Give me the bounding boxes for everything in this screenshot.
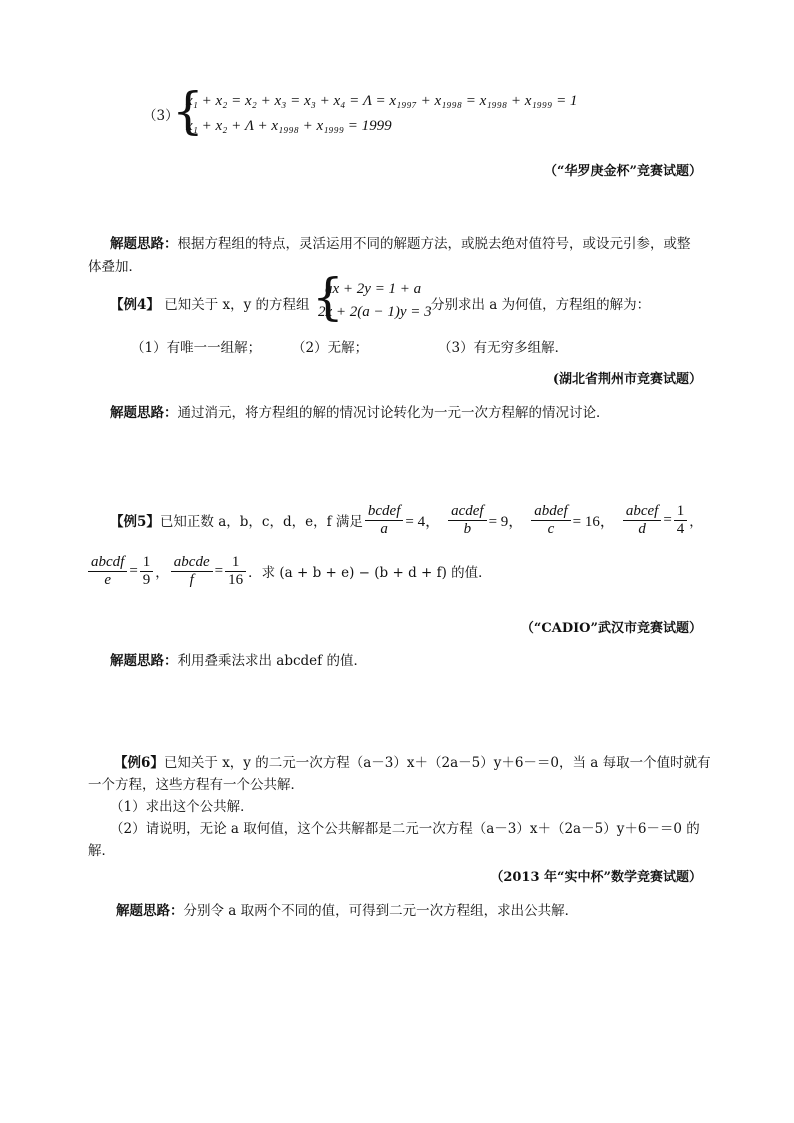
ex5-hint bbox=[110, 649, 367, 669]
hint3-label: 解题思路： bbox=[110, 236, 178, 252]
ex5-frac2: $\frac{\text{acdef}}{b}$ bbox=[448, 503, 486, 538]
ex6-source: （2013 年“实中杯”数学竞赛试题） bbox=[490, 870, 702, 885]
ex5-val6: $\frac{1}{16}$ bbox=[225, 554, 246, 589]
ex4-post: 分别求出 a 为何值，方程组的解为： bbox=[431, 297, 651, 313]
ex6-hint-label: 解题思路： bbox=[116, 903, 184, 919]
ex5-pre: 已知正数 a，b，c，d，e，f 满足 bbox=[159, 514, 363, 530]
ex4-brace: { bbox=[312, 268, 344, 326]
ex6-line1 bbox=[114, 751, 711, 771]
eq3-brace: { bbox=[172, 82, 204, 140]
ex5-comma5: ， bbox=[155, 565, 169, 581]
ex5-line1 bbox=[110, 500, 703, 540]
ex4-label: 【例4】 bbox=[110, 297, 160, 313]
ex6-hint bbox=[116, 899, 578, 919]
ex4-question bbox=[110, 293, 310, 313]
ex4-sys2: 2x + 2(a − 1)y = 3 bbox=[318, 304, 432, 320]
ex5-frac3: $\frac{\text{abdef}}{c}$ bbox=[531, 503, 570, 538]
ex6-q2b: 解． bbox=[88, 843, 115, 859]
ex5-val2: = 9， bbox=[488, 513, 524, 530]
ex6-label: 【例6】 bbox=[114, 755, 164, 771]
ex5-frac1: $\frac{\text{bcdef}}{a}$ bbox=[365, 503, 403, 538]
hint3-text2: 体叠加． bbox=[88, 259, 142, 275]
ex4-opt1: （1）有唯一一组解； bbox=[131, 340, 262, 356]
eq3-line2: x₁ + x₂ + Λ + x₁₉₉₈ + x₁₉₉₉ = 1999 bbox=[186, 118, 392, 134]
eq3-line1: x₁ + x₂ = x₂ + x₃ = x₃ + x₄ = Λ = x₁₉₉₇ + x₁₉₉₈ = x₁₉₉₈ + x₁₉₉₉ = 1 bbox=[186, 93, 578, 109]
ex4-hint-text: 通过消元，将方程组的解的情况讨论转化为一元一次方程解的情况讨论． bbox=[177, 405, 610, 421]
ex6-q2a: （2）请说明，无论 a 取何值，这个公共解都是二元一次方程（a－3）x＋（2a－5）y＋6－＝0 的 bbox=[110, 821, 700, 837]
ex5-hint-label: 解题思路： bbox=[110, 653, 178, 669]
ex6-q1: （1）求出这个公共解． bbox=[110, 799, 254, 815]
ex4-opt2: （2）无解； bbox=[292, 340, 369, 356]
ex4-source: (湖北省荆州市竞赛试题） bbox=[552, 372, 702, 387]
ex4-opt3: （3）有无穷多组解． bbox=[438, 340, 569, 356]
ex5-hint-text: 利用叠乘法求出 abcdef 的值． bbox=[177, 653, 367, 669]
ex5-comma4: ， bbox=[689, 514, 703, 530]
ex5-frac4: $\frac{\text{abcef}}{d}$ bbox=[623, 503, 661, 538]
ex5-val4: $\frac{1}{4}$ bbox=[674, 503, 688, 538]
ex5-source: （“CADIO”武汉市竞赛试题） bbox=[520, 621, 702, 636]
ex4-hint bbox=[110, 401, 610, 421]
ex5-eq5: = bbox=[129, 562, 138, 579]
ex5-val1: = 4， bbox=[405, 513, 441, 530]
ex5-label: 【例5】 bbox=[110, 514, 160, 530]
ex5-ask: ．求 (a + b + e) − (b + d + f) 的值． bbox=[248, 565, 492, 581]
ex6-text2: 一个方程，这些方程有一个公共解． bbox=[88, 777, 304, 793]
ex4-sys1: ax + 2y = 1 + a bbox=[325, 281, 422, 297]
ex5-val3: = 16， bbox=[572, 513, 615, 530]
eq3-source: （“华罗庚金杯”竞赛试题） bbox=[544, 164, 702, 179]
ex6-text1: 已知关于 x，y 的二元一次方程（a－3）x＋（2a－5）y＋6－＝0，当 a 每取一个值时就有 bbox=[163, 755, 711, 771]
ex6-hint-text: 分别令 a 取两个不同的值，可得到二元一次方程组，求出公共解． bbox=[183, 903, 579, 919]
ex5-eq6: = bbox=[214, 562, 224, 579]
hint3-text1: 根据方程组的特点，灵活运用不同的解题方法，或脱去绝对值符号，或设元引参，或整 bbox=[177, 236, 691, 252]
ex4-pre: 已知关于 x，y 的方程组 bbox=[159, 297, 310, 313]
ex5-frac5: $\frac{\text{abcdf}}{e}$ bbox=[88, 554, 127, 589]
ex5-eq4: = bbox=[663, 511, 672, 528]
ex5-line2 bbox=[86, 551, 492, 591]
ex5-val5: $\frac{1}{9}$ bbox=[140, 554, 154, 589]
eq3-label: （3） bbox=[143, 108, 179, 124]
ex4-hint-label: 解题思路： bbox=[110, 405, 178, 421]
hint3-line1 bbox=[110, 232, 691, 252]
ex5-frac6: $\frac{\text{abcde}}{f}$ bbox=[171, 554, 213, 589]
